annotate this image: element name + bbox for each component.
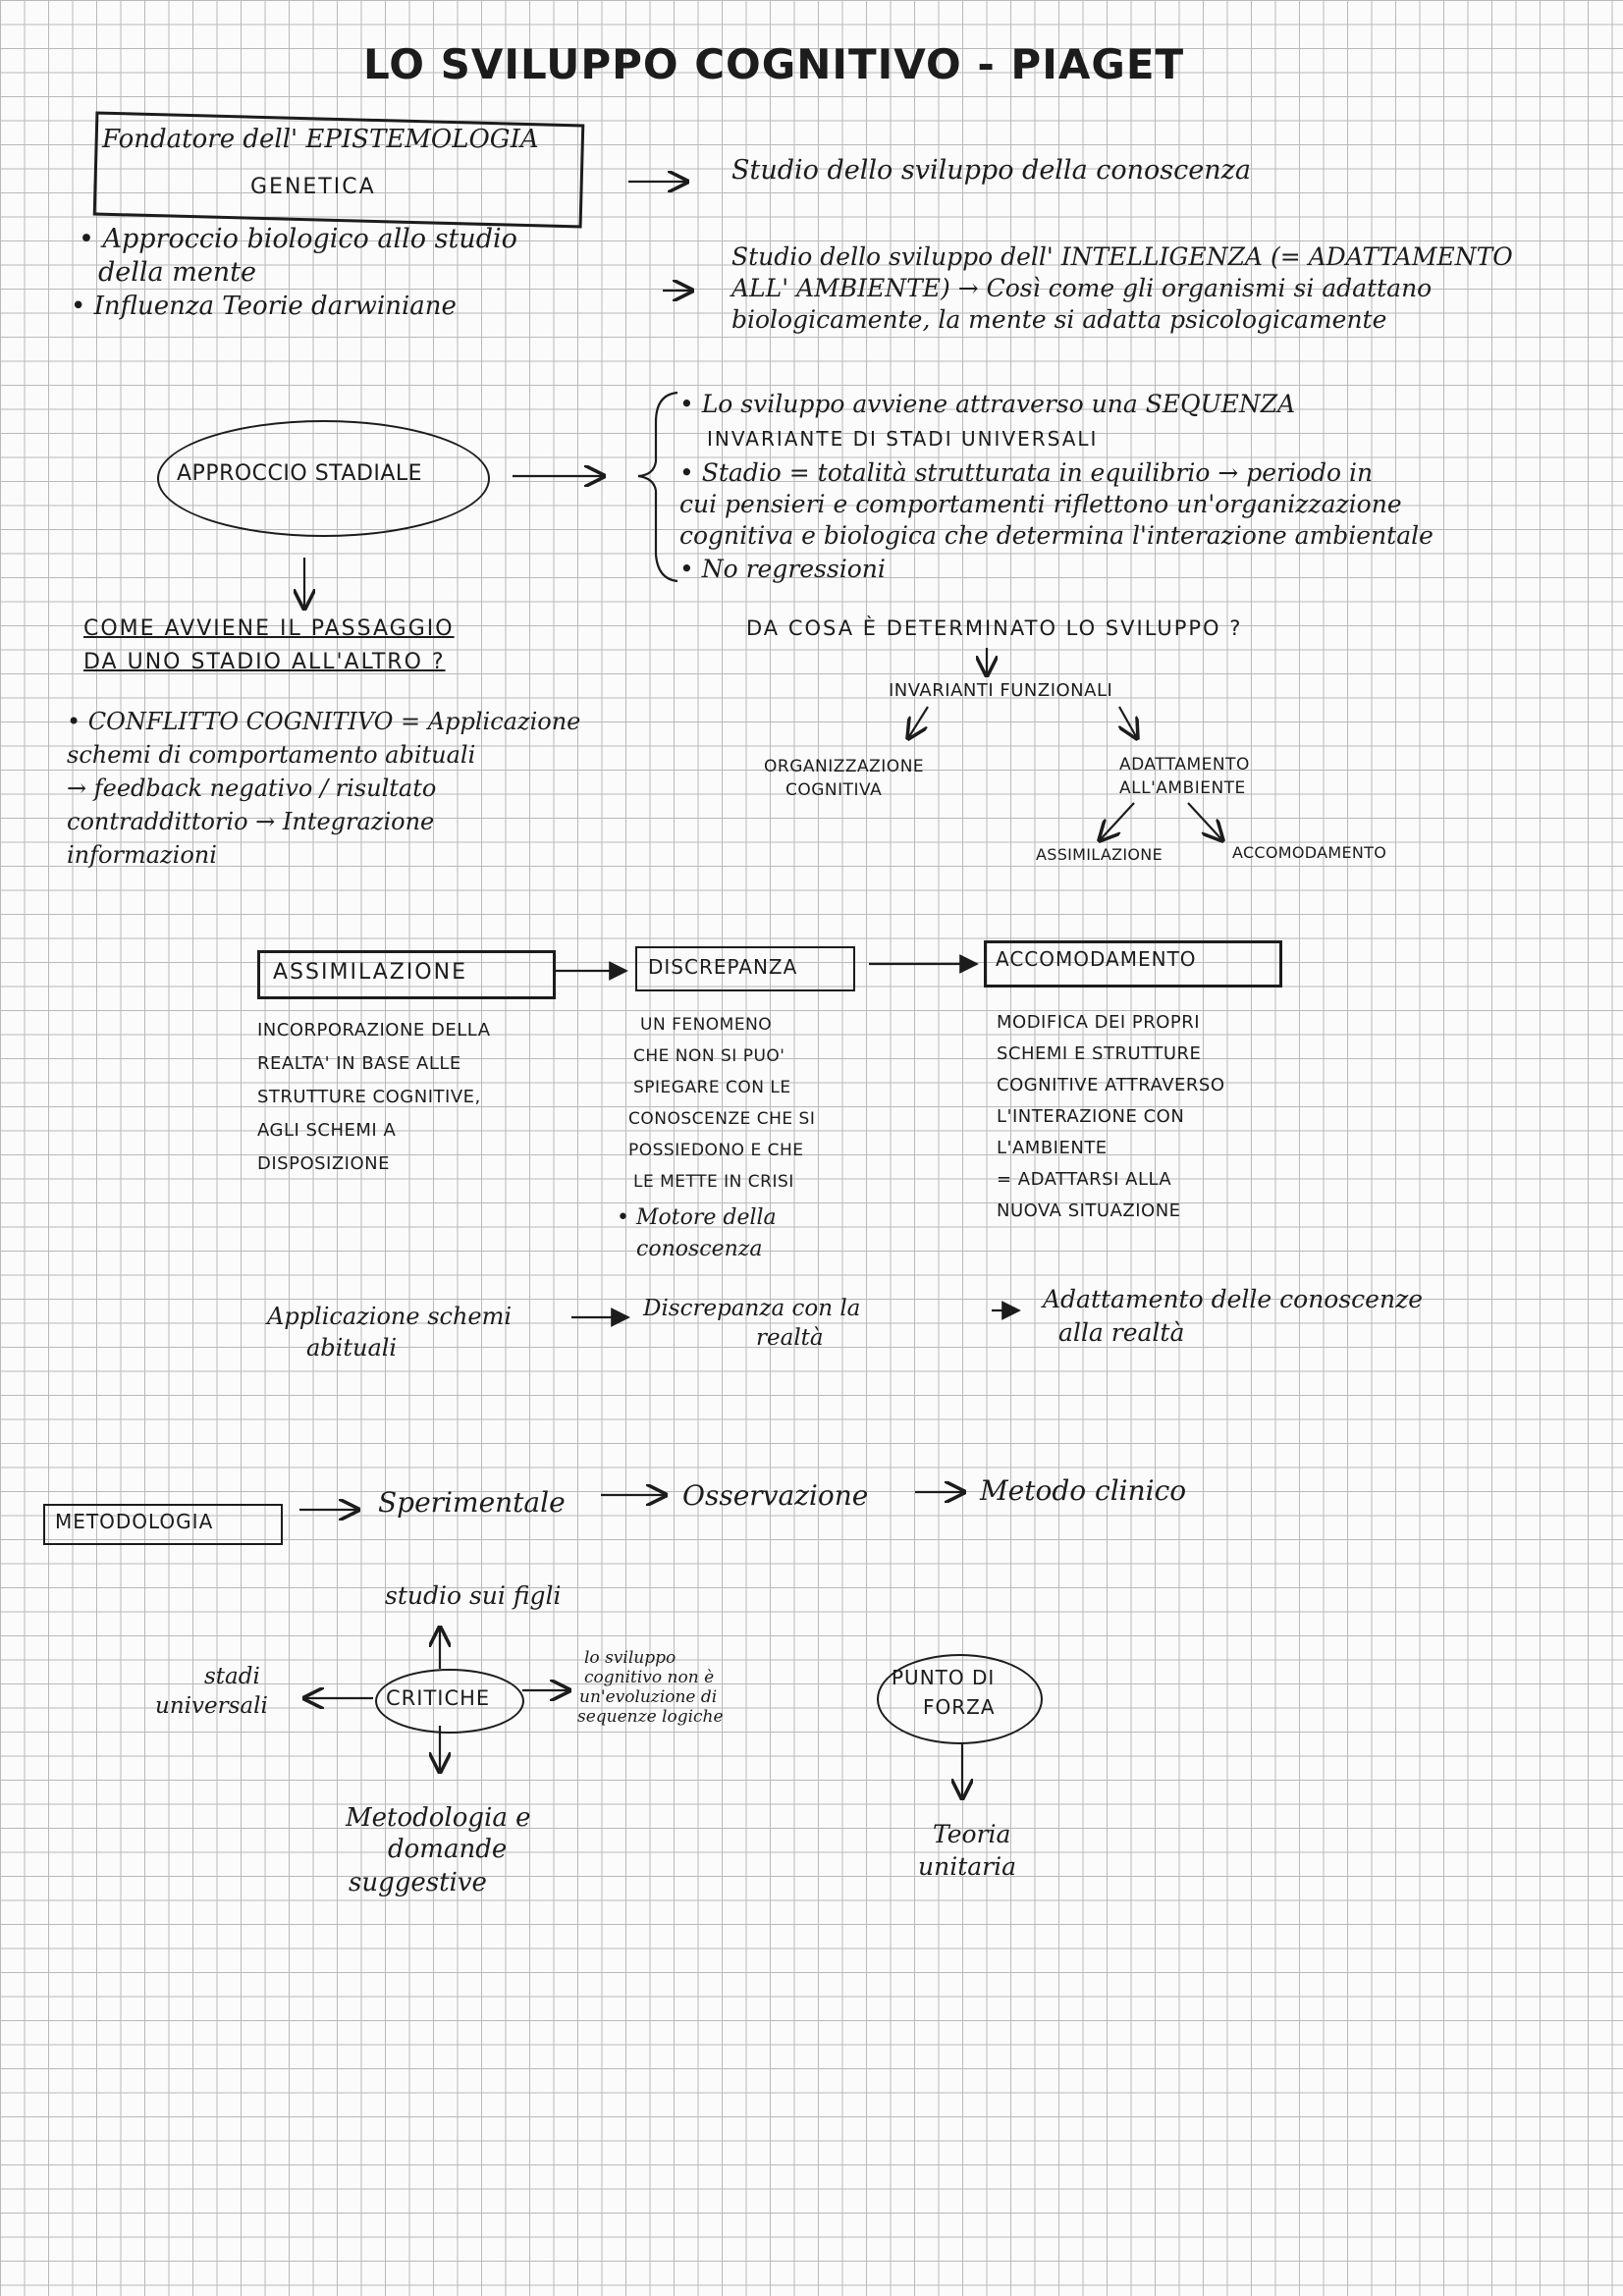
discr-note-line1: • Motore della — [617, 1205, 777, 1230]
teoria-unitaria-line2: unitaria — [918, 1852, 1016, 1881]
conflitto-line1: • CONFLITTO COGNITIVO = Applicazione — [67, 708, 581, 735]
critiche-label: CRITICHE — [386, 1686, 491, 1710]
approccio-stadiale-label: APPROCCIO STADIALE — [177, 461, 423, 486]
arrow-inv-adatt — [1119, 707, 1137, 738]
accom-desc-5: L'AMBIENTE — [997, 1138, 1108, 1158]
flow1-line1: Applicazione schemi — [267, 1303, 513, 1330]
critiche-right-line1: lo sviluppo — [584, 1648, 676, 1668]
assim-desc-4: AGLI SCHEMI A — [257, 1120, 397, 1141]
arrow-inv-org — [908, 707, 928, 738]
discr-desc-6: LE METTE IN CRISI — [633, 1172, 794, 1192]
assim-desc-1: INCORPORAZIONE DELLA — [257, 1020, 491, 1041]
punto-forza-line2: FORZA — [923, 1695, 996, 1719]
accom-desc-2: SCHEMI E STRUTTURE — [997, 1043, 1202, 1064]
assim-desc-3: STRUTTURE COGNITIVE, — [257, 1087, 481, 1107]
fondatore-result: Studio dello sviluppo della conoscenza — [731, 155, 1251, 186]
assimilazione-label: ASSIMILAZIONE — [273, 960, 467, 985]
discr-desc-1: UN FENOMENO — [640, 1015, 773, 1035]
stadiale-b2-line1: • Stadio = totalità strutturata in equilibrio → periodo in — [679, 458, 1374, 487]
accom-desc-4: L'INTERAZIONE CON — [997, 1106, 1185, 1127]
flow2-line2: realtà — [756, 1325, 824, 1351]
critiche-right-line4: sequenze logiche — [577, 1707, 724, 1727]
conflitto-line5: informazioni — [67, 841, 217, 869]
critiche-bottom-line3: suggestive — [349, 1868, 487, 1897]
assimilazione-small: ASSIMILAZIONE — [1036, 845, 1163, 864]
accom-desc-6: = ADATTARSI ALLA — [997, 1169, 1172, 1190]
assim-desc-2: REALTA' IN BASE ALLE — [257, 1053, 461, 1074]
critiche-left-line2: universali — [155, 1693, 268, 1719]
bullet-darwin: • Influenza Teorie darwiniane — [71, 292, 457, 321]
adattamento-ambiente-line2: ALL'AMBIENTE — [1119, 778, 1246, 798]
critiche-bottom-line2: domande — [388, 1835, 508, 1864]
accom-desc-3: COGNITIVE ATTRAVERSO — [997, 1075, 1225, 1095]
critiche-right-line3: un'evoluzione di — [579, 1687, 718, 1707]
bullet-approccio-line1: • Approccio biologico allo studio — [79, 224, 517, 254]
metodologia-label: METODOLOGIA — [55, 1510, 214, 1533]
assim-desc-5: DISPOSIZIONE — [257, 1153, 390, 1174]
discr-desc-2: CHE NON SI PUO' — [633, 1046, 785, 1066]
flow3-line2: alla realtà — [1058, 1318, 1185, 1347]
discr-desc-5: POSSIEDONO E CHE — [628, 1141, 804, 1160]
arrow-adatt-accom — [1188, 803, 1222, 840]
punto-forza-line1: PUNTO DI — [892, 1666, 996, 1689]
adattamento-ambiente-line1: ADATTAMENTO — [1119, 755, 1250, 774]
organizzazione-cognitiva-line1: ORGANIZZAZIONE — [764, 757, 925, 776]
conflitto-line3: → feedback negativo / risultato — [67, 774, 437, 802]
conflitto-line2: schemi di comportamento abituali — [67, 741, 476, 769]
accom-desc-1: MODIFICA DEI PROPRI — [997, 1012, 1201, 1033]
accomodamento-small: ACCOMODAMENTO — [1232, 843, 1387, 862]
metodologia-clinico: Metodo clinico — [980, 1474, 1187, 1507]
accomodamento-label: ACCOMODAMENTO — [996, 947, 1197, 971]
flow3-line1: Adattamento delle conoscenze — [1043, 1285, 1424, 1313]
page-title: LO SVILUPPO COGNITIVO - PIAGET — [363, 40, 1185, 88]
discr-desc-4: CONOSCENZE CHE SI — [628, 1109, 816, 1129]
bullet-approccio-line2: della mente — [98, 257, 257, 288]
intelligenza-note-line3: biologicamente, la mente si adatta psicologicamente — [731, 305, 1387, 334]
stadiale-b3: • No regressioni — [679, 555, 886, 583]
stadiale-b2-line3: cognitiva e biologica che determina l'interazione ambientale — [679, 521, 1434, 550]
stadiale-b1-line2: INVARIANTE DI STADI UNIVERSALI — [707, 427, 1099, 451]
critiche-right-line2: cognitivo non è — [584, 1668, 715, 1687]
flow1-line2: abituali — [306, 1334, 398, 1362]
fondatore-line2: GENETICA — [250, 175, 376, 199]
conflitto-line4: contraddittorio → Integrazione — [67, 808, 435, 835]
invarianti-funzionali: INVARIANTI FUNZIONALI — [889, 680, 1113, 701]
passaggio-question-line1: COME AVVIENE IL PASSAGGIO — [83, 616, 455, 641]
critiche-bottom-line1: Metodologia e — [346, 1803, 531, 1833]
arrow-adatt-assim — [1100, 803, 1134, 840]
intelligenza-note-line1: Studio dello sviluppo dell' INTELLIGENZA (= ADATTAMENTO — [731, 242, 1513, 271]
stadiale-b1-line1: • Lo sviluppo avviene attraverso una SEQUENZA — [679, 390, 1296, 418]
discrepanza-label: DISCREPANZA — [648, 955, 798, 979]
determinato-question: DA COSA È DETERMINATO LO SVILUPPO ? — [746, 616, 1243, 640]
intelligenza-note-line2: ALL' AMBIENTE) → Così come gli organismi si adattano — [731, 274, 1433, 302]
discr-desc-3: SPIEGARE CON LE — [633, 1078, 791, 1097]
critiche-top: studio sui figli — [385, 1581, 562, 1610]
critiche-left-line1: stadi — [204, 1664, 260, 1689]
fondatore-line1: Fondatore dell' EPISTEMOLOGIA — [102, 125, 539, 154]
flow2-line1: Discrepanza con la — [643, 1296, 861, 1321]
passaggio-question-line2: DA UNO STADIO ALL'ALTRO ? — [83, 650, 446, 674]
discr-note-line2: conoscenza — [636, 1237, 763, 1261]
metodologia-sperimentale: Sperimentale — [378, 1486, 566, 1519]
brace-stadiale — [638, 393, 677, 581]
organizzazione-cognitiva-line2: COGNITIVA — [785, 780, 883, 800]
stadiale-b2-line2: cui pensieri e comportamenti riflettono un'organizzazione — [679, 490, 1402, 518]
teoria-unitaria-line1: Teoria — [933, 1820, 1011, 1848]
accom-desc-7: NUOVA SITUAZIONE — [997, 1201, 1181, 1221]
metodologia-osservazione: Osservazione — [682, 1479, 869, 1512]
